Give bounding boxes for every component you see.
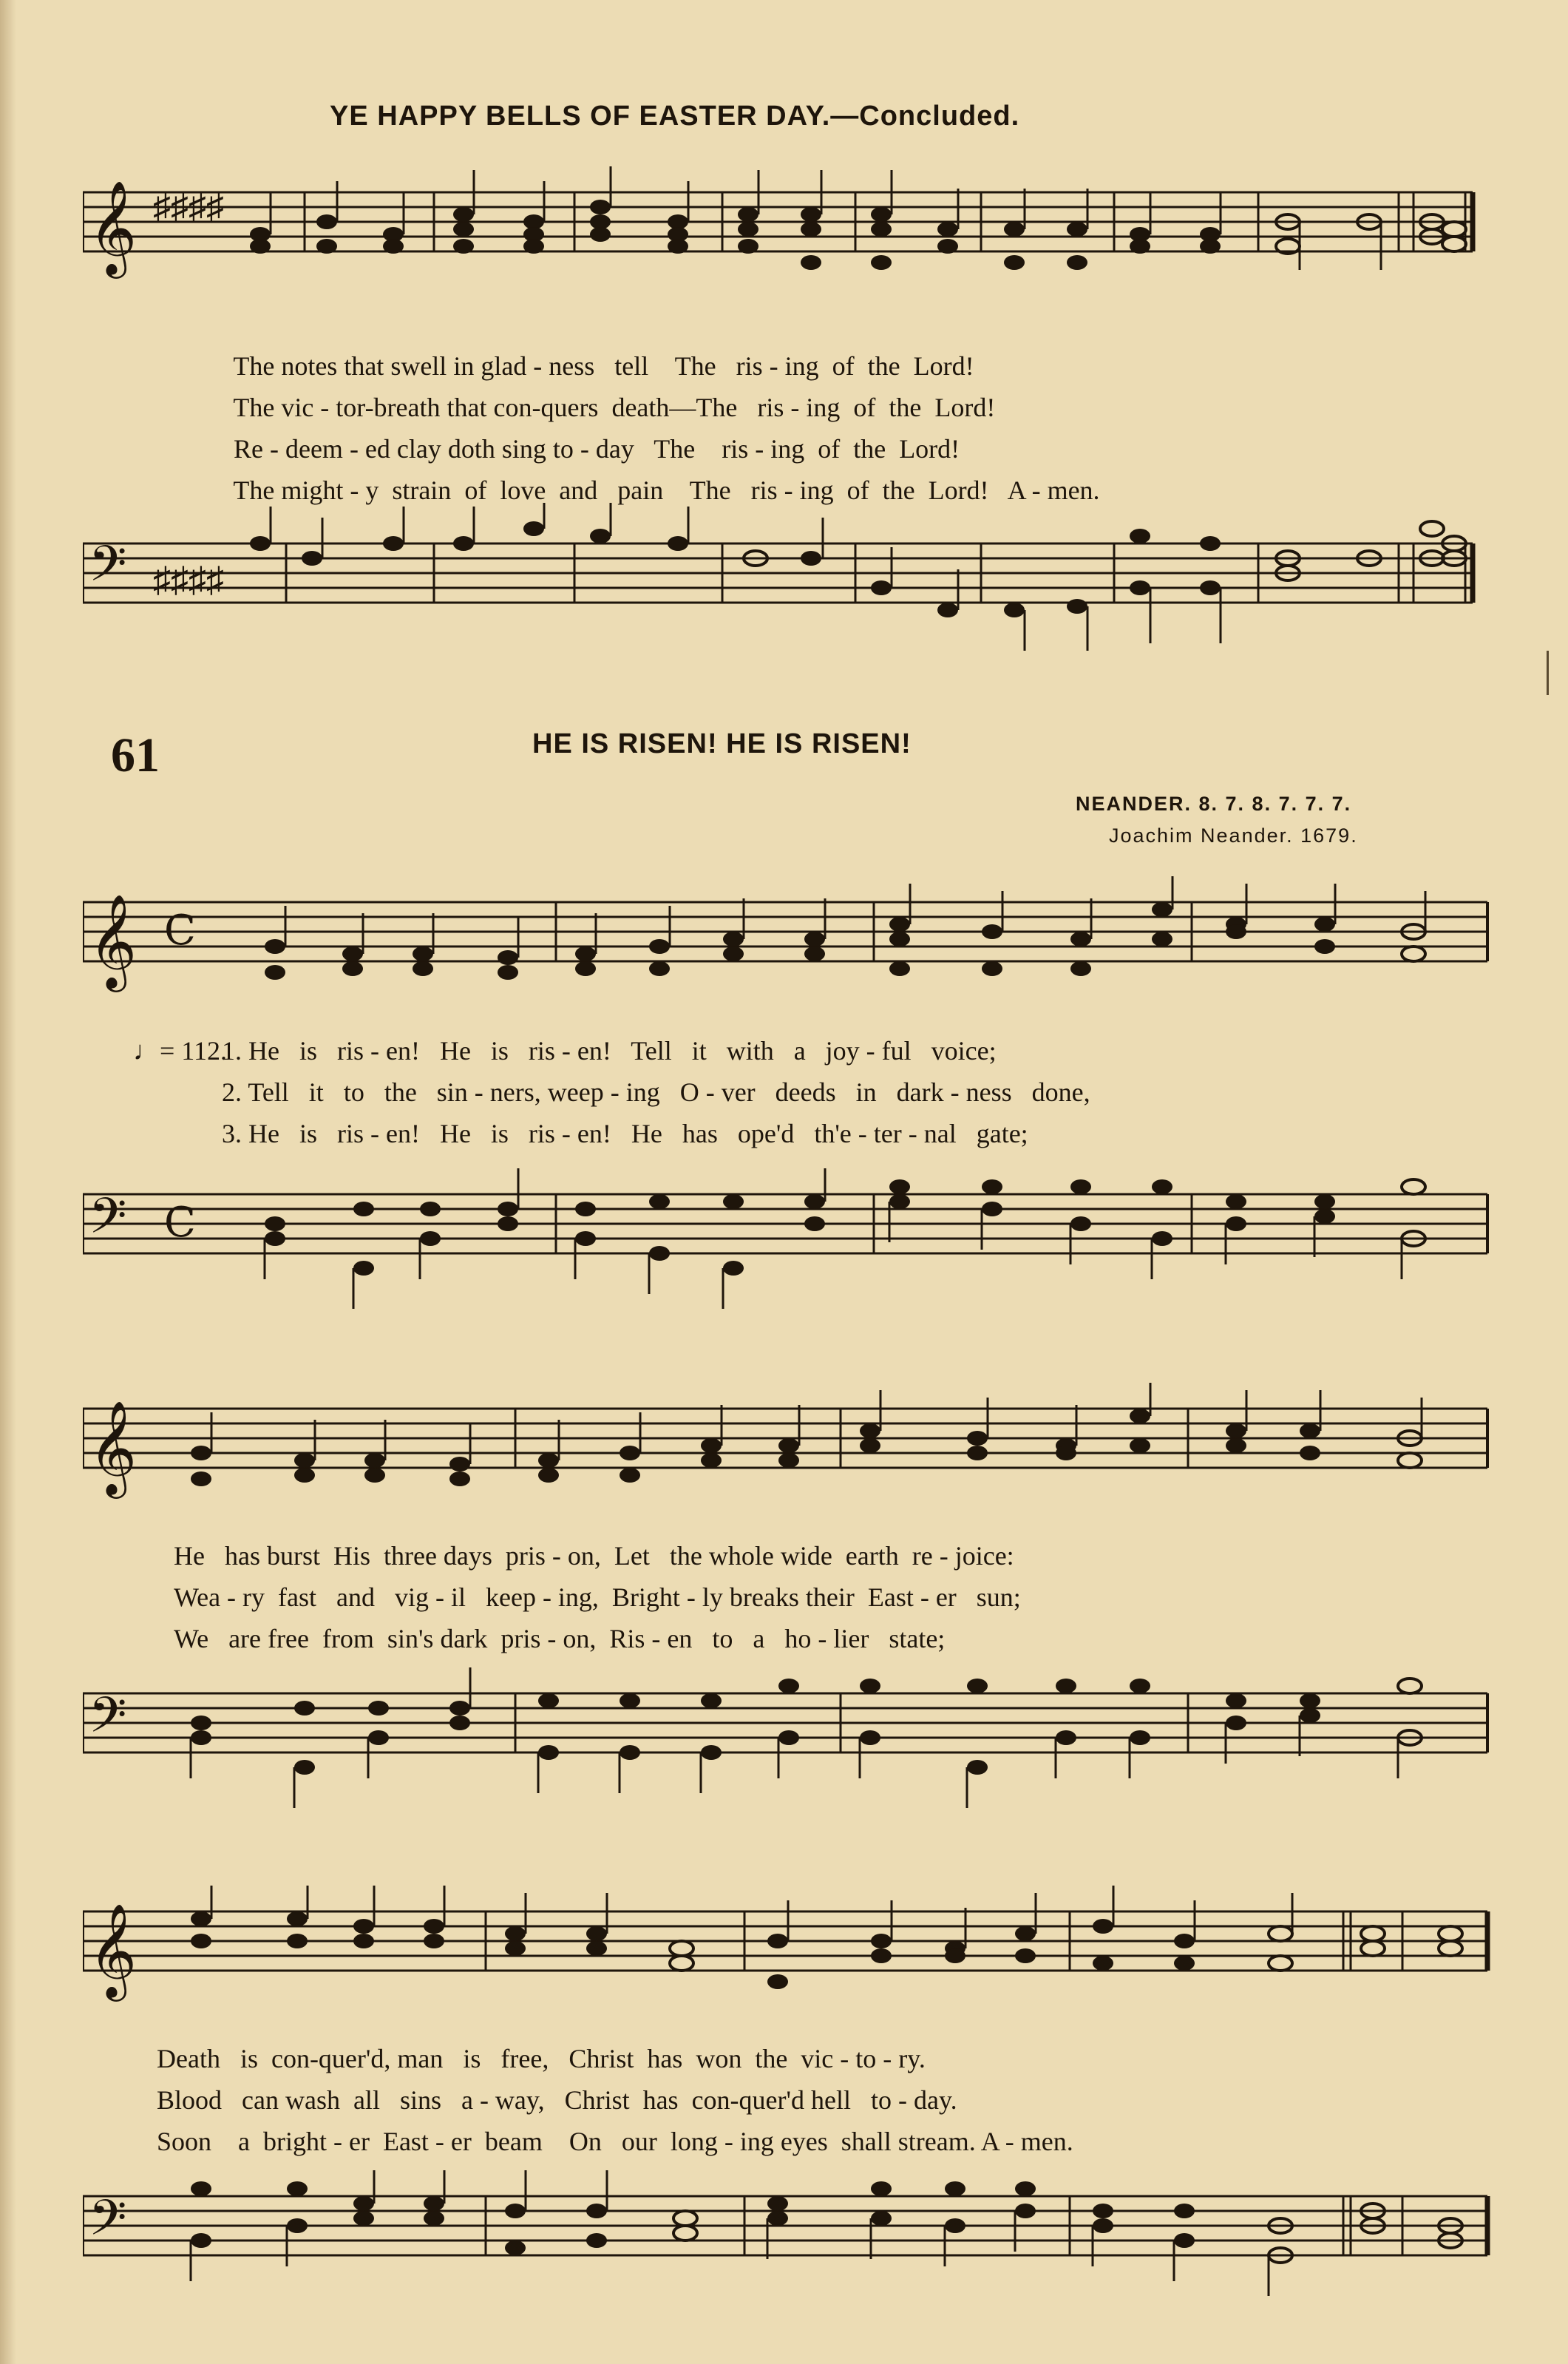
svg-text:𝄢: 𝄢 xyxy=(89,1687,127,1755)
svg-text:𝄢: 𝄢 xyxy=(89,2189,127,2258)
system-1-verse-3: 3. He is ris - en! He is ris - en! He has ope'd th'e - ter - nal gate; xyxy=(222,1119,1028,1148)
svg-text:C: C xyxy=(164,907,196,955)
system-1-bass-staff xyxy=(83,1168,1510,1316)
system-3-bass-staff xyxy=(83,2170,1510,2318)
tune-name: NEANDER. 8. 7. 8. 7. 7. 7. xyxy=(1076,793,1352,815)
svg-text:♯♯♯♯: ♯♯♯♯ xyxy=(153,187,224,226)
svg-text:𝄞: 𝄞 xyxy=(89,1400,138,1494)
svg-text:𝄞: 𝄞 xyxy=(89,180,138,274)
system-1-verse-1: 1. He is ris - en! He is ris - en! Tell it with a joy - ful voice; xyxy=(222,1036,997,1066)
system-1-treble-staff xyxy=(83,876,1510,1017)
hymn-title: HE IS RISEN! HE IS RISEN! xyxy=(532,728,912,759)
system-3-verse-2: Blood can wash all sins a - way, Christ has con-quer'd hell to - day. xyxy=(157,2085,957,2115)
system-2-treble-staff xyxy=(83,1383,1510,1523)
continued-treble-staff xyxy=(83,152,1510,292)
continued-hymn-title: YE HAPPY BELLS OF EASTER DAY.—Concluded. xyxy=(330,101,1020,132)
system-3-verse-3: Soon a bright - er East - er beam On our long - ing eyes shall stream. A - men. xyxy=(157,2127,1073,2156)
margin-mark xyxy=(1547,651,1549,695)
continued-lyric-line-3: Re - deem - ed clay doth sing to - day The ris - ing of the Lord! xyxy=(234,434,960,464)
continued-lyric-line-1: The notes that swell in glad - ness tell The ris - ing of the Lord! xyxy=(233,351,974,381)
system-1-verse-2: 2. Tell it to the sin - ners, weep - ing O - ver deeds in dark - ness done, xyxy=(222,1077,1090,1107)
system-2-verse-3: We are free from sin's dark pris - on, Ris - en to a ho - lier state; xyxy=(174,1624,946,1653)
svg-text:𝄢: 𝄢 xyxy=(89,535,127,604)
composer-credit: Joachim Neander. 1679. xyxy=(1109,824,1358,847)
system-2-verse-2: Wea - ry fast and vig - il keep - ing, Bright - ly breaks their East - er sun; xyxy=(174,1582,1021,1612)
svg-text:𝄞: 𝄞 xyxy=(89,1903,138,1997)
svg-text:𝄞: 𝄞 xyxy=(89,893,138,988)
svg-text:♯♯♯♯: ♯♯♯♯ xyxy=(153,560,224,600)
svg-text:C: C xyxy=(164,1199,196,1247)
tempo-marking: ♩= 112. xyxy=(133,1036,227,1066)
continued-bass-staff xyxy=(83,503,1510,651)
svg-text:𝄢: 𝄢 xyxy=(89,1188,127,1256)
system-2-verse-1: He has burst His three days pris - on, Let the whole wide earth re - joice: xyxy=(174,1541,1014,1571)
page-binding-shadow xyxy=(0,0,16,2364)
continued-lyric-line-2: The vic - tor-breath that con-quers death—The ris - ing of the Lord! xyxy=(233,393,996,422)
system-3-verse-1: Death is con-quer'd, man is free, Christ has won the vic - to - ry. xyxy=(157,2044,926,2073)
continued-lyric-line-4: The might - y strain of love and pain The ris - ing of the Lord! A - men. xyxy=(233,475,1100,505)
system-3-treble-staff xyxy=(83,1886,1510,2026)
hymn-number: 61 xyxy=(111,728,160,782)
system-2-bass-staff xyxy=(83,1667,1510,1815)
